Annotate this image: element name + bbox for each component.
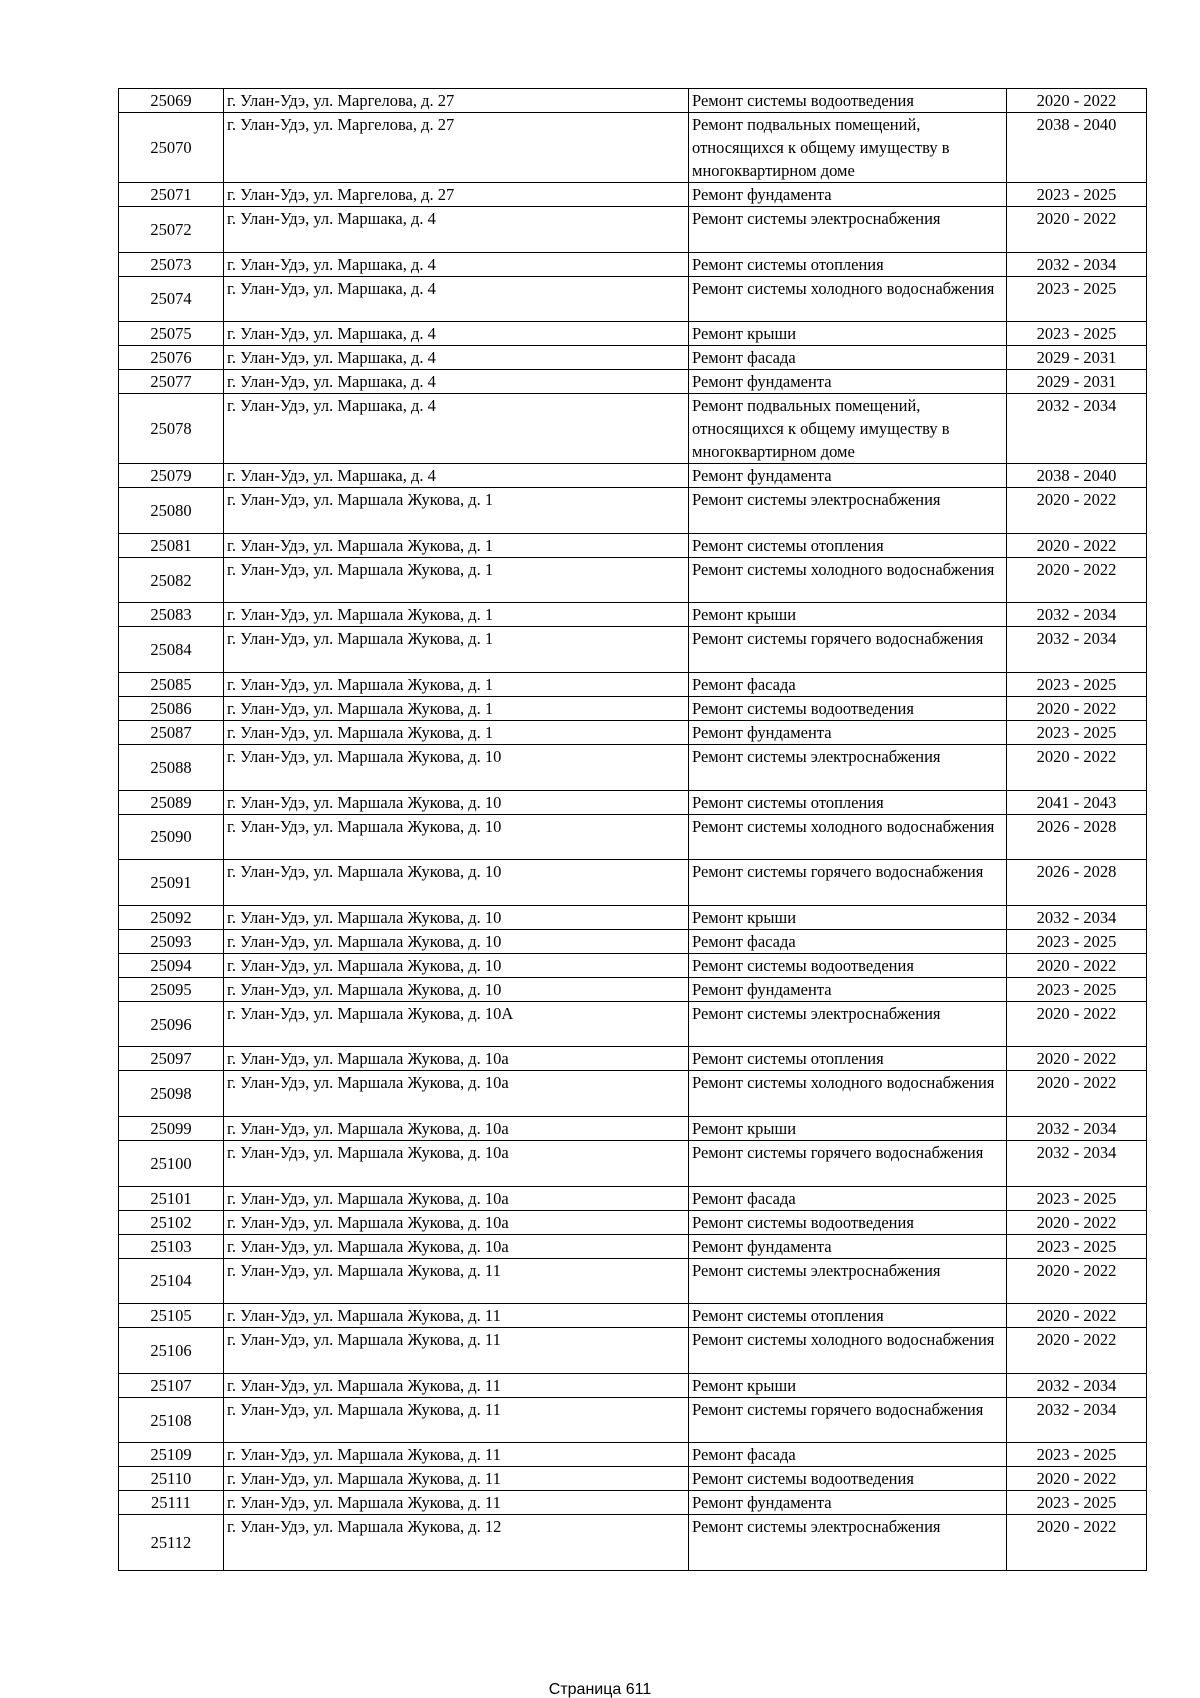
table-row xyxy=(119,207,1147,253)
work-type-cell: Ремонт системы водоотведения xyxy=(689,89,1007,113)
work-type-cell: Ремонт фундамента xyxy=(689,1234,1007,1258)
address-cell: г. Улан-Удэ, ул. Маршала Жукова, д. 11 xyxy=(224,1467,689,1491)
address-cell: г. Улан-Удэ, ул. Маршала Жукова, д. 1 xyxy=(224,696,689,720)
table-row xyxy=(119,113,1147,183)
work-type-cell: Ремонт системы отопления xyxy=(689,1047,1007,1071)
table-row xyxy=(119,488,1147,534)
work-type-cell: Ремонт системы горячего водоснабжения xyxy=(689,627,1007,673)
work-type-cell: Ремонт системы водоотведения xyxy=(689,1467,1007,1491)
row-number-cell: 25090 xyxy=(119,814,224,860)
period-cell: 2020 - 2022 xyxy=(1007,744,1147,790)
address-cell: г. Улан-Удэ, ул. Маршала Жукова, д. 1 xyxy=(224,627,689,673)
table-row xyxy=(119,627,1147,673)
period-cell: 2023 - 2025 xyxy=(1007,1234,1147,1258)
row-number-cell: 25080 xyxy=(119,488,224,534)
row-number-cell: 25104 xyxy=(119,1258,224,1304)
period-cell: 2020 - 2022 xyxy=(1007,1071,1147,1117)
period-cell: 2020 - 2022 xyxy=(1007,1001,1147,1047)
row-number-cell: 25111 xyxy=(119,1491,224,1515)
work-type-cell: Ремонт подвальных помещений, относящихся к общему имуществу в многоквартирном доме xyxy=(689,394,1007,464)
address-cell: г. Улан-Удэ, ул. Маршала Жукова, д. 11 xyxy=(224,1491,689,1515)
table-row xyxy=(119,276,1147,322)
row-number-cell: 25110 xyxy=(119,1467,224,1491)
address-cell: г. Улан-Удэ, ул. Маршака, д. 4 xyxy=(224,252,689,276)
address-cell: г. Улан-Удэ, ул. Маршала Жукова, д. 11 xyxy=(224,1258,689,1304)
address-cell: г. Улан-Удэ, ул. Маршала Жукова, д. 10 xyxy=(224,814,689,860)
address-cell: г. Улан-Удэ, ул. Маршала Жукова, д. 11 xyxy=(224,1328,689,1374)
table-row xyxy=(119,1373,1147,1397)
address-cell: г. Улан-Удэ, ул. Маршала Жукова, д. 11 xyxy=(224,1304,689,1328)
address-cell: г. Улан-Удэ, ул. Маргелова, д. 27 xyxy=(224,183,689,207)
work-type-cell: Ремонт крыши xyxy=(689,905,1007,929)
work-type-cell: Ремонт крыши xyxy=(689,322,1007,346)
address-cell: г. Улан-Удэ, ул. Маршала Жукова, д. 1 xyxy=(224,672,689,696)
row-number-cell: 25096 xyxy=(119,1001,224,1047)
table-row xyxy=(119,533,1147,557)
period-cell: 2032 - 2034 xyxy=(1007,394,1147,464)
table-row xyxy=(119,790,1147,814)
address-cell: г. Улан-Удэ, ул. Маршала Жукова, д. 10 xyxy=(224,953,689,977)
period-cell: 2026 - 2028 xyxy=(1007,814,1147,860)
work-type-cell: Ремонт фасада xyxy=(689,672,1007,696)
period-cell: 2023 - 2025 xyxy=(1007,276,1147,322)
work-type-cell: Ремонт фундамента xyxy=(689,1491,1007,1515)
row-number-cell: 25074 xyxy=(119,276,224,322)
row-number-cell: 25100 xyxy=(119,1140,224,1186)
row-number-cell: 25081 xyxy=(119,533,224,557)
row-number-cell: 25086 xyxy=(119,696,224,720)
work-type-cell: Ремонт системы электроснабжения xyxy=(689,744,1007,790)
period-cell: 2023 - 2025 xyxy=(1007,929,1147,953)
work-type-cell: Ремонт системы холодного водоснабжения xyxy=(689,276,1007,322)
table-row xyxy=(119,953,1147,977)
period-cell: 2023 - 2025 xyxy=(1007,720,1147,744)
row-number-cell: 25069 xyxy=(119,89,224,113)
work-type-cell: Ремонт фундамента xyxy=(689,977,1007,1001)
address-cell: г. Улан-Удэ, ул. Маршала Жукова, д. 10а xyxy=(224,1140,689,1186)
address-cell: г. Улан-Удэ, ул. Маршака, д. 4 xyxy=(224,464,689,488)
period-cell: 2020 - 2022 xyxy=(1007,1328,1147,1374)
period-cell: 2032 - 2034 xyxy=(1007,627,1147,673)
table-row xyxy=(119,1258,1147,1304)
period-cell: 2023 - 2025 xyxy=(1007,672,1147,696)
table-row xyxy=(119,1116,1147,1140)
work-type-cell: Ремонт системы электроснабжения xyxy=(689,1258,1007,1304)
table-row xyxy=(119,1001,1147,1047)
period-cell: 2032 - 2034 xyxy=(1007,1140,1147,1186)
table-row xyxy=(119,696,1147,720)
period-cell: 2023 - 2025 xyxy=(1007,183,1147,207)
table-row xyxy=(119,1328,1147,1374)
table-row xyxy=(119,1443,1147,1467)
address-cell: г. Улан-Удэ, ул. Маршала Жукова, д. 10 xyxy=(224,744,689,790)
address-cell: г. Улан-Удэ, ул. Маршала Жукова, д. 11 xyxy=(224,1373,689,1397)
address-cell: г. Улан-Удэ, ул. Маршака, д. 4 xyxy=(224,276,689,322)
period-cell: 2029 - 2031 xyxy=(1007,370,1147,394)
row-number-cell: 25079 xyxy=(119,464,224,488)
address-cell: г. Улан-Удэ, ул. Маршала Жукова, д. 11 xyxy=(224,1397,689,1443)
address-cell: г. Улан-Удэ, ул. Маршака, д. 4 xyxy=(224,207,689,253)
table-row xyxy=(119,1397,1147,1443)
table-row xyxy=(119,394,1147,464)
address-cell: г. Улан-Удэ, ул. Маршака, д. 4 xyxy=(224,322,689,346)
row-number-cell: 25095 xyxy=(119,977,224,1001)
address-cell: г. Улан-Удэ, ул. Маршала Жукова, д. 1 xyxy=(224,557,689,603)
row-number-cell: 25070 xyxy=(119,113,224,183)
period-cell: 2041 - 2043 xyxy=(1007,790,1147,814)
row-number-cell: 25112 xyxy=(119,1515,224,1571)
work-type-cell: Ремонт системы электроснабжения xyxy=(689,1001,1007,1047)
period-cell: 2038 - 2040 xyxy=(1007,464,1147,488)
row-number-cell: 25071 xyxy=(119,183,224,207)
row-number-cell: 25083 xyxy=(119,603,224,627)
work-type-cell: Ремонт системы горячего водоснабжения xyxy=(689,860,1007,906)
row-number-cell: 25089 xyxy=(119,790,224,814)
row-number-cell: 25093 xyxy=(119,929,224,953)
table-row xyxy=(119,1071,1147,1117)
work-type-cell: Ремонт системы горячего водоснабжения xyxy=(689,1140,1007,1186)
table-row xyxy=(119,370,1147,394)
table-row xyxy=(119,346,1147,370)
row-number-cell: 25109 xyxy=(119,1443,224,1467)
row-number-cell: 25076 xyxy=(119,346,224,370)
row-number-cell: 25087 xyxy=(119,720,224,744)
period-cell: 2032 - 2034 xyxy=(1007,1116,1147,1140)
row-number-cell: 25102 xyxy=(119,1210,224,1234)
work-type-cell: Ремонт фундамента xyxy=(689,720,1007,744)
period-cell: 2023 - 2025 xyxy=(1007,1491,1147,1515)
period-cell: 2020 - 2022 xyxy=(1007,207,1147,253)
row-number-cell: 25072 xyxy=(119,207,224,253)
period-cell: 2032 - 2034 xyxy=(1007,603,1147,627)
table-row xyxy=(119,1186,1147,1210)
address-cell: г. Улан-Удэ, ул. Маршала Жукова, д. 10 xyxy=(224,905,689,929)
period-cell: 2032 - 2034 xyxy=(1007,905,1147,929)
table-row xyxy=(119,1467,1147,1491)
row-number-cell: 25091 xyxy=(119,860,224,906)
address-cell: г. Улан-Удэ, ул. Маршала Жукова, д. 10а xyxy=(224,1047,689,1071)
period-cell: 2020 - 2022 xyxy=(1007,89,1147,113)
address-cell: г. Улан-Удэ, ул. Маршала Жукова, д. 10А xyxy=(224,1001,689,1047)
work-type-cell: Ремонт системы электроснабжения xyxy=(689,1515,1007,1571)
work-type-cell: Ремонт фундамента xyxy=(689,370,1007,394)
works-table-body xyxy=(119,89,1147,1571)
table-row xyxy=(119,1047,1147,1071)
period-cell: 2020 - 2022 xyxy=(1007,557,1147,603)
address-cell: г. Улан-Удэ, ул. Маршала Жукова, д. 10 xyxy=(224,929,689,953)
address-cell: г. Улан-Удэ, ул. Маргелова, д. 27 xyxy=(224,89,689,113)
table-row xyxy=(119,252,1147,276)
row-number-cell: 25103 xyxy=(119,1234,224,1258)
address-cell: г. Улан-Удэ, ул. Маршака, д. 4 xyxy=(224,394,689,464)
row-number-cell: 25077 xyxy=(119,370,224,394)
period-cell: 2020 - 2022 xyxy=(1007,1304,1147,1328)
period-cell: 2032 - 2034 xyxy=(1007,252,1147,276)
table-row xyxy=(119,905,1147,929)
work-type-cell: Ремонт системы отопления xyxy=(689,252,1007,276)
address-cell: г. Улан-Удэ, ул. Маршала Жукова, д. 12 xyxy=(224,1515,689,1571)
table-row xyxy=(119,603,1147,627)
row-number-cell: 25073 xyxy=(119,252,224,276)
address-cell: г. Улан-Удэ, ул. Маршала Жукова, д. 10 xyxy=(224,860,689,906)
work-type-cell: Ремонт фасада xyxy=(689,929,1007,953)
address-cell: г. Улан-Удэ, ул. Маршака, д. 4 xyxy=(224,370,689,394)
period-cell: 2020 - 2022 xyxy=(1007,1210,1147,1234)
table-row xyxy=(119,1491,1147,1515)
period-cell: 2023 - 2025 xyxy=(1007,1186,1147,1210)
row-number-cell: 25092 xyxy=(119,905,224,929)
work-type-cell: Ремонт системы электроснабжения xyxy=(689,207,1007,253)
address-cell: г. Улан-Удэ, ул. Маршала Жукова, д. 10а xyxy=(224,1186,689,1210)
address-cell: г. Улан-Удэ, ул. Маршала Жукова, д. 10а xyxy=(224,1071,689,1117)
address-cell: г. Улан-Удэ, ул. Маршала Жукова, д. 10 xyxy=(224,977,689,1001)
row-number-cell: 25108 xyxy=(119,1397,224,1443)
work-type-cell: Ремонт фасада xyxy=(689,346,1007,370)
table-row xyxy=(119,322,1147,346)
row-number-cell: 25084 xyxy=(119,627,224,673)
table-row xyxy=(119,860,1147,906)
work-type-cell: Ремонт системы холодного водоснабжения xyxy=(689,814,1007,860)
row-number-cell: 25106 xyxy=(119,1328,224,1374)
row-number-cell: 25105 xyxy=(119,1304,224,1328)
work-type-cell: Ремонт фундамента xyxy=(689,464,1007,488)
work-type-cell: Ремонт системы холодного водоснабжения xyxy=(689,1071,1007,1117)
period-cell: 2020 - 2022 xyxy=(1007,1047,1147,1071)
work-type-cell: Ремонт системы отопления xyxy=(689,533,1007,557)
table-row xyxy=(119,1140,1147,1186)
period-cell: 2020 - 2022 xyxy=(1007,1258,1147,1304)
work-type-cell: Ремонт фундамента xyxy=(689,183,1007,207)
table-row xyxy=(119,464,1147,488)
period-cell: 2023 - 2025 xyxy=(1007,322,1147,346)
work-type-cell: Ремонт системы холодного водоснабжения xyxy=(689,1328,1007,1374)
work-type-cell: Ремонт крыши xyxy=(689,1116,1007,1140)
row-number-cell: 25101 xyxy=(119,1186,224,1210)
address-cell: г. Улан-Удэ, ул. Маршала Жукова, д. 1 xyxy=(224,488,689,534)
period-cell: 2020 - 2022 xyxy=(1007,533,1147,557)
table-row xyxy=(119,1515,1147,1571)
table-row xyxy=(119,183,1147,207)
row-number-cell: 25078 xyxy=(119,394,224,464)
work-type-cell: Ремонт системы горячего водоснабжения xyxy=(689,1397,1007,1443)
period-cell: 2020 - 2022 xyxy=(1007,953,1147,977)
address-cell: г. Улан-Удэ, ул. Маршала Жукова, д. 1 xyxy=(224,603,689,627)
table-row xyxy=(119,89,1147,113)
address-cell: г. Улан-Удэ, ул. Маршала Жукова, д. 10а xyxy=(224,1234,689,1258)
address-cell: г. Улан-Удэ, ул. Маршала Жукова, д. 1 xyxy=(224,720,689,744)
period-cell: 2023 - 2025 xyxy=(1007,977,1147,1001)
work-type-cell: Ремонт фасада xyxy=(689,1186,1007,1210)
work-type-cell: Ремонт крыши xyxy=(689,1373,1007,1397)
period-cell: 2038 - 2040 xyxy=(1007,113,1147,183)
table-row xyxy=(119,929,1147,953)
address-cell: г. Улан-Удэ, ул. Маршака, д. 4 xyxy=(224,346,689,370)
work-type-cell: Ремонт фасада xyxy=(689,1443,1007,1467)
period-cell: 2020 - 2022 xyxy=(1007,1515,1147,1571)
row-number-cell: 25097 xyxy=(119,1047,224,1071)
period-cell: 2026 - 2028 xyxy=(1007,860,1147,906)
work-type-cell: Ремонт системы водоотведения xyxy=(689,1210,1007,1234)
period-cell: 2032 - 2034 xyxy=(1007,1373,1147,1397)
period-cell: 2023 - 2025 xyxy=(1007,1443,1147,1467)
page-footer xyxy=(0,1682,1200,1698)
period-cell: 2032 - 2034 xyxy=(1007,1397,1147,1443)
period-cell: 2020 - 2022 xyxy=(1007,1467,1147,1491)
table-row xyxy=(119,977,1147,1001)
address-cell: г. Улан-Удэ, ул. Маршала Жукова, д. 11 xyxy=(224,1443,689,1467)
address-cell: г. Улан-Удэ, ул. Маршала Жукова, д. 1 xyxy=(224,533,689,557)
address-cell: г. Улан-Удэ, ул. Маршала Жукова, д. 10а xyxy=(224,1116,689,1140)
page-number-label: Страница 611 xyxy=(548,1681,652,1698)
table-row xyxy=(119,1234,1147,1258)
address-cell: г. Улан-Удэ, ул. Маршала Жукова, д. 10 xyxy=(224,790,689,814)
row-number-cell: 25094 xyxy=(119,953,224,977)
work-type-cell: Ремонт системы водоотведения xyxy=(689,953,1007,977)
address-cell: г. Улан-Удэ, ул. Маргелова, д. 27 xyxy=(224,113,689,183)
table-row xyxy=(119,720,1147,744)
row-number-cell: 25088 xyxy=(119,744,224,790)
row-number-cell: 25082 xyxy=(119,557,224,603)
work-type-cell: Ремонт системы холодного водоснабжения xyxy=(689,557,1007,603)
table-row xyxy=(119,814,1147,860)
works-table xyxy=(118,88,1147,1571)
row-number-cell: 25107 xyxy=(119,1373,224,1397)
work-type-cell: Ремонт системы отопления xyxy=(689,1304,1007,1328)
address-cell: г. Улан-Удэ, ул. Маршала Жукова, д. 10а xyxy=(224,1210,689,1234)
period-cell: 2029 - 2031 xyxy=(1007,346,1147,370)
period-cell: 2020 - 2022 xyxy=(1007,696,1147,720)
row-number-cell: 25075 xyxy=(119,322,224,346)
row-number-cell: 25099 xyxy=(119,1116,224,1140)
work-type-cell: Ремонт системы отопления xyxy=(689,790,1007,814)
work-type-cell: Ремонт подвальных помещений, относящихся к общему имуществу в многоквартирном доме xyxy=(689,113,1007,183)
row-number-cell: 25085 xyxy=(119,672,224,696)
table-row xyxy=(119,557,1147,603)
table-row xyxy=(119,1210,1147,1234)
row-number-cell: 25098 xyxy=(119,1071,224,1117)
period-cell: 2020 - 2022 xyxy=(1007,488,1147,534)
table-row xyxy=(119,1304,1147,1328)
table-row xyxy=(119,672,1147,696)
work-type-cell: Ремонт системы электроснабжения xyxy=(689,488,1007,534)
work-type-cell: Ремонт системы водоотведения xyxy=(689,696,1007,720)
work-type-cell: Ремонт крыши xyxy=(689,603,1007,627)
table-row xyxy=(119,744,1147,790)
